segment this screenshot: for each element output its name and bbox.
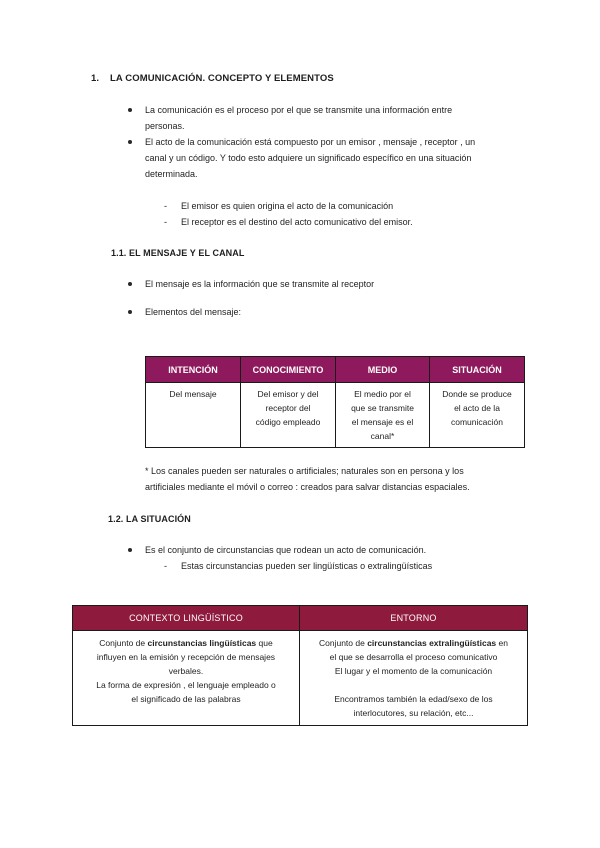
- cell-line: Encontramos también la edad/sexo de los: [334, 694, 493, 704]
- dash-icon: -: [164, 217, 167, 227]
- section-1-title: LA COMUNICACIÓN. CONCEPTO Y ELEMENTOS: [110, 73, 334, 84]
- bold-term: circunstancias extralingüísticas: [367, 638, 497, 648]
- cell-line: La forma de expresión , el lenguaje empleado o: [96, 680, 276, 690]
- section-1-1-bullet-2: Elementos del mensaje:: [145, 307, 242, 317]
- cell-situacion: [430, 383, 525, 448]
- cell-line: [304, 636, 523, 650]
- header-medio: MEDIO: [336, 357, 430, 383]
- cell-line: código empleado: [255, 417, 321, 427]
- text-line: El acto de la comunicación está compuesto por un emisor , mensaje , receptor , un: [145, 137, 476, 147]
- section-1-number: 1.: [91, 73, 100, 84]
- cell-spacer: [304, 678, 523, 692]
- section-1-1-bullet-1: El mensaje es la información que se transmite al receptor: [145, 279, 375, 289]
- cell-line: Del emisor y del: [257, 389, 319, 399]
- header-situacion: SITUACIÓN: [430, 357, 525, 383]
- section-1-2-dash: Estas circunstancias pueden ser lingüísticas o extralingüísticas: [181, 561, 433, 571]
- header-contexto-linguistico: CONTEXTO LINGÜÍSTICO: [73, 606, 300, 631]
- cell-line: que se transmite: [351, 403, 414, 413]
- dash-icon: -: [164, 201, 167, 211]
- cell-line: El medio por el: [354, 389, 411, 399]
- cell-line: interlocutores, su relación, etc...: [353, 708, 474, 718]
- cell-intencion: [146, 383, 241, 448]
- header-entorno: ENTORNO: [300, 606, 528, 631]
- cell-conocimiento: [241, 383, 336, 448]
- table-header-row: [146, 357, 525, 383]
- section-1-2-title: 1.2. LA SITUACIÓN: [108, 514, 191, 524]
- section-1-2-bullet: Es el conjunto de circunstancias que rodean un acto de comunicación.: [145, 545, 427, 555]
- cell-line: el significado de las palabras: [131, 694, 241, 704]
- table-header-row: [73, 606, 528, 631]
- text-line: determinada.: [145, 169, 198, 179]
- cell-medio: [336, 383, 430, 448]
- bold-term: circunstancias lingüísticas: [147, 638, 257, 648]
- message-elements-table: [145, 356, 525, 448]
- cell-line: el acto de la: [454, 403, 500, 413]
- section-1-dash-2: El receptor es el destino del acto comunicativo del emisor.: [181, 217, 413, 227]
- cell-line: [77, 636, 295, 650]
- section-1-bullet-2: [145, 134, 545, 182]
- cell-line: Donde se produce: [442, 389, 512, 399]
- cell-line: el que se desarrolla el proceso comunicativo: [329, 652, 498, 662]
- bullet-icon: [128, 282, 132, 286]
- header-conocimiento: CONOCIMIENTO: [241, 357, 336, 383]
- section-1-dash-1: El emisor es quien origina el acto de la comunicación: [181, 201, 394, 211]
- dash-icon: -: [164, 561, 167, 571]
- cell-line: El lugar y el momento de la comunicación: [334, 666, 493, 676]
- text-span: que: [256, 638, 273, 648]
- cell-line: influyen en la emisión y recepción de mensajes: [96, 652, 276, 662]
- text-span: en: [496, 638, 508, 648]
- table-row: [146, 383, 525, 448]
- text-line: personas.: [145, 121, 185, 131]
- text-line: canal y un código. Y todo esto adquiere un significado específico en una situación: [145, 153, 472, 163]
- table-row: [73, 631, 528, 726]
- cell-entorno: [300, 631, 528, 726]
- cell-line: receptor del: [265, 403, 311, 413]
- cell-line: canal*: [370, 431, 395, 441]
- section-1-1-title: 1.1. EL MENSAJE Y EL CANAL: [111, 248, 245, 258]
- text-span: Conjunto de: [99, 638, 148, 648]
- cell-line: Del mensaje: [169, 389, 217, 399]
- text-line: * Los canales pueden ser naturales o artificiales; naturales son en persona y los: [145, 466, 464, 476]
- cell-line: el mensaje es el: [351, 417, 414, 427]
- channel-footnote: [145, 463, 565, 495]
- bullet-icon: [128, 310, 132, 314]
- bullet-icon: [128, 548, 132, 552]
- header-intencion: INTENCIÓN: [146, 357, 241, 383]
- text-line: La comunicación es el proceso por el que se transmite una información entre: [145, 105, 453, 115]
- situation-table: [72, 605, 528, 726]
- bullet-icon: [128, 108, 132, 112]
- cell-contexto-linguistico: [73, 631, 300, 726]
- text-line: artificiales mediante el móvil o correo : creados para salvar distancias espaciales.: [145, 482, 470, 492]
- section-1-bullet-1: [145, 102, 545, 134]
- text-span: Conjunto de: [318, 638, 368, 648]
- cell-line: comunicación: [451, 417, 503, 427]
- cell-line: verbales.: [168, 666, 204, 676]
- bullet-icon: [128, 140, 132, 144]
